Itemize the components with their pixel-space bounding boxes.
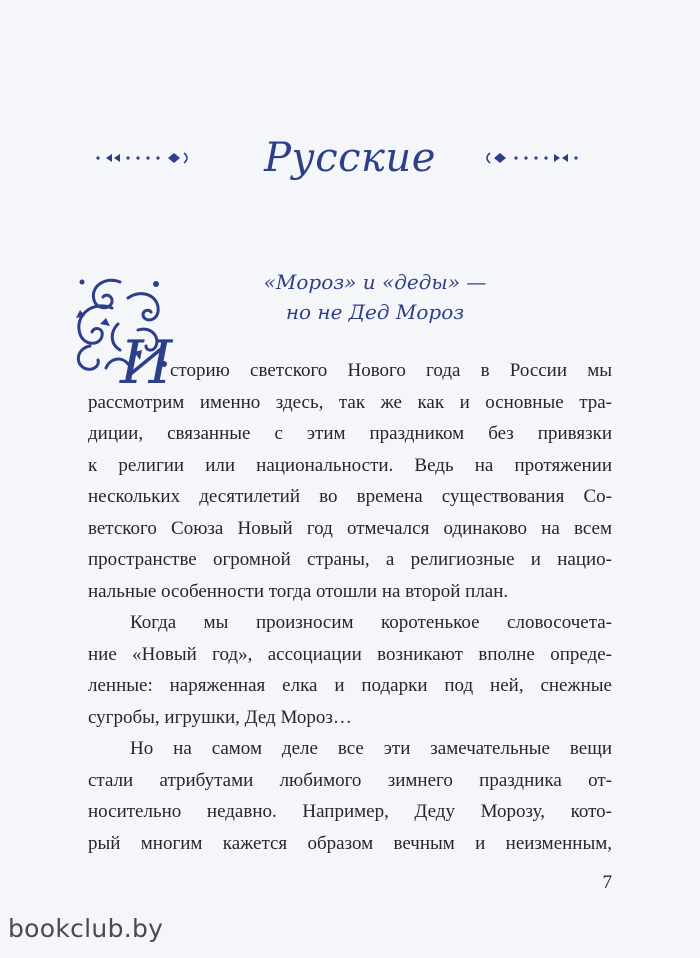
drop-cap: И	[120, 328, 173, 398]
section-subtitle-line2: но не Дед Мороз	[285, 300, 465, 324]
right-ornament-icon	[480, 150, 580, 166]
body-text-line: носительно недавно. Например, Деду Морозу, кото-	[88, 801, 612, 822]
body-text-line: рый многим кажется образом вечным и неизменным,	[88, 833, 612, 854]
body-text-line: Когда мы произносим коротенькое словосочета-	[130, 612, 612, 633]
body-text-line: диции, связанные с этим праздником без привязки	[88, 423, 612, 444]
body-text-line: сторию светского Нового года в России мы	[170, 360, 612, 381]
body-text-line: стали атрибутами любимого зимнего праздника от-	[88, 770, 612, 791]
body-text-line: нескольких десятилетий во времена существования Со-	[88, 486, 612, 507]
page-number: 7	[602, 872, 612, 893]
body-text-line: сугробы, игрушки, Дед Мороз…	[88, 707, 352, 728]
section-subtitle-line1: «Мороз» и «деды» —	[263, 270, 487, 294]
body-text-line: Но на самом деле все эти замечательные вещи	[130, 738, 612, 759]
body-text-line: ние «Новый год», ассоциации возникают вполне опреде-	[88, 644, 612, 665]
body-text-line: к религии или национальности. Ведь на протяжении	[88, 455, 612, 476]
body-text-line: рассмотрим именно здесь, так же как и основные тра-	[88, 392, 612, 413]
body-text-line: нальные особенности тогда отошли на второй план.	[88, 581, 509, 602]
body-text-line: ветского Союза Новый год отмечался одинаково на всем	[88, 518, 612, 539]
body-text-line: ленные: наряженная елка и подарки под ней, снежные	[88, 675, 612, 696]
page-title: Русские	[264, 135, 436, 181]
body-text-line: пространстве огромной страны, а религиозные и нацио-	[88, 549, 612, 570]
watermark: bookclub.by	[8, 914, 164, 943]
